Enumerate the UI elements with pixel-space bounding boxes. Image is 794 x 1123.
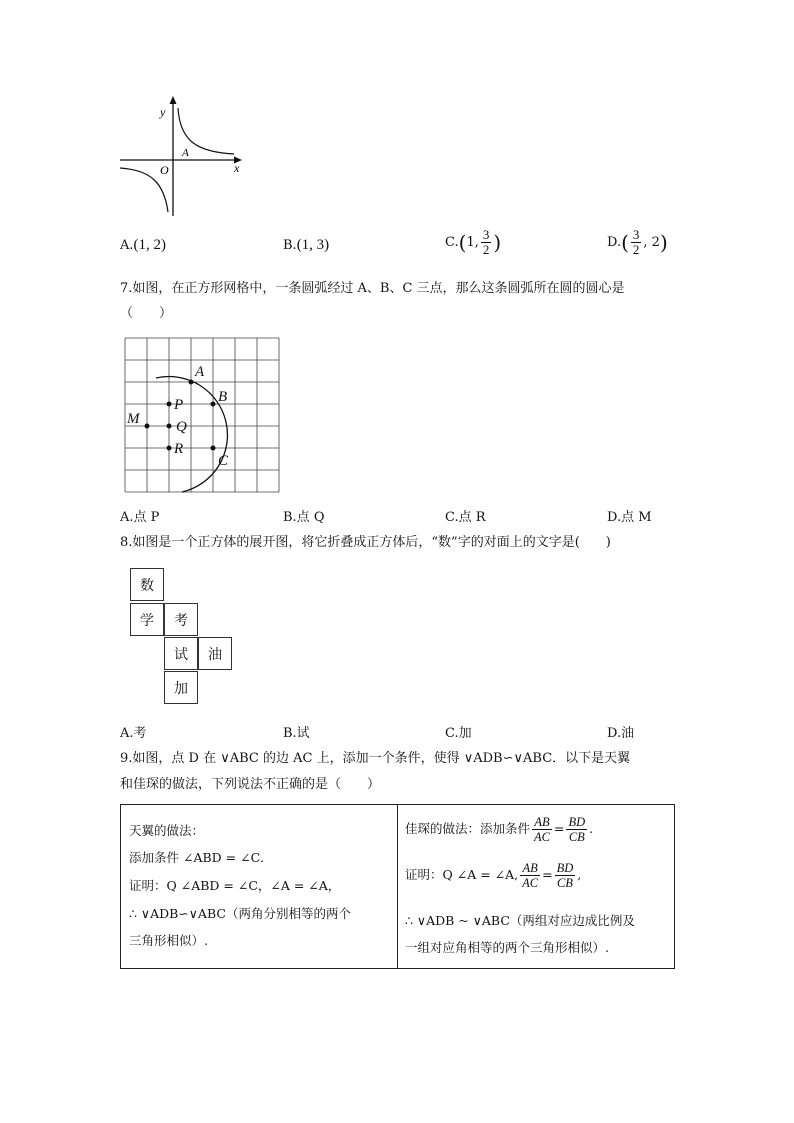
option-d-label: D. (607, 235, 622, 250)
x-axis-label: x (234, 161, 240, 175)
q8-option-c[interactable]: C.加 (445, 726, 472, 741)
option-c-fraction: $\frac{3}{2}$ (482, 227, 490, 257)
q7-option-c[interactable]: C.点 R (445, 510, 486, 525)
grid-label-p: P (174, 397, 184, 413)
left-line-4: ∴ ∨ADB∽∨ABC（两角分别相等的两个 (129, 906, 351, 921)
grid-label-q: Q (176, 419, 187, 435)
left-line-1: 天翼的做法： (129, 823, 205, 838)
net-cell-xue: 学 (130, 603, 164, 636)
option-b-value: (1, 3) (296, 237, 330, 253)
right-line-4: 一组对应角相等的两个三角形相似）. (405, 940, 609, 955)
q6-option-b[interactable] (283, 237, 329, 254)
q7-stem-line2: （ ） (120, 306, 173, 321)
q6-option-d[interactable]: D.( $\frac{3}{2}$ , 2) (607, 227, 668, 257)
net-cell-shu: 数 (130, 568, 164, 601)
option-c-one: 1, (466, 235, 479, 250)
net-cell-jia: 加 (164, 671, 198, 704)
q6-option-a[interactable] (120, 237, 166, 254)
q7-option-b[interactable]: B.点 Q (283, 510, 325, 525)
net-cell-kao: 考 (164, 603, 198, 636)
right-line-3: ∴ ∨ADB ~ ∨ABC（两组对应边成比例及 (405, 913, 635, 928)
q7-option-d[interactable]: D.点 M (607, 510, 652, 525)
origin-label: O (160, 163, 169, 177)
left-line-5: 三角形相似）. (129, 933, 208, 948)
option-b-label: B. (283, 238, 297, 253)
q8-option-b[interactable]: B.试 (283, 726, 310, 741)
left-line-3: 证明：Q ∠ABD = ∠C，∠A = ∠A， (129, 878, 341, 893)
option-d-fraction: $\frac{3}{2}$ (632, 227, 640, 257)
grid-label-m: M (127, 411, 140, 427)
q9-stem-line2: 和佳琛的做法，下列说法不正确的是（ ） (120, 777, 381, 792)
grid-label-r: R (174, 441, 184, 457)
hyperbola-graph (110, 92, 250, 222)
q8-option-d[interactable]: D.油 (607, 726, 635, 741)
q6-option-c[interactable]: C.(1, $\frac{3}{2}$ ) (445, 227, 502, 257)
option-c-label: C. (445, 235, 459, 250)
grid-label-b: B (218, 389, 228, 405)
right-line-1: 佳琛的做法：添加条件 $\frac{AB}{AC}$ = $\frac{BD}{CB}$ . (405, 815, 594, 844)
right-line-2: 证明：Q ∠A = ∠A, $\frac{AB}{AC}$ = $\frac{BD}{CB}$ , (405, 861, 582, 890)
q7-option-a[interactable]: A.点 P (120, 510, 160, 525)
left-line-2: 添加条件 ∠ABD = ∠C． (129, 850, 273, 865)
table-divider (397, 805, 398, 968)
q9-stem-line1: 9.如图，点 D 在 ∨ABC 的边 AC 上，添加一个条件，使得 ∨ADB∽∨ABC．以下是天翼 (120, 751, 631, 766)
grid-label-c: C (218, 453, 229, 469)
y-axis-label: y (160, 105, 166, 119)
grid-label-a: A (195, 364, 205, 380)
q9-methods-table (120, 804, 675, 969)
q8-option-a[interactable]: A.考 (120, 726, 147, 741)
point-a-label: A (182, 147, 189, 159)
option-a-value: (1, 2) (133, 237, 167, 253)
net-cell-you: 油 (198, 637, 232, 670)
option-d-two: , 2 (643, 235, 660, 250)
q8-stem: 8.如图是一个正方体的展开图，将它折叠成正方体后，“数”字的对面上的文字是( ) (120, 535, 611, 550)
q7-square-grid (124, 337, 284, 495)
q7-stem-line1: 7.如图，在正方形网格中，一条圆弧经过 A、B、C 三点，那么这条圆弧所在圆的圆心是 (120, 281, 625, 296)
option-a-label: A. (120, 238, 134, 253)
net-cell-shi: 试 (164, 637, 198, 670)
